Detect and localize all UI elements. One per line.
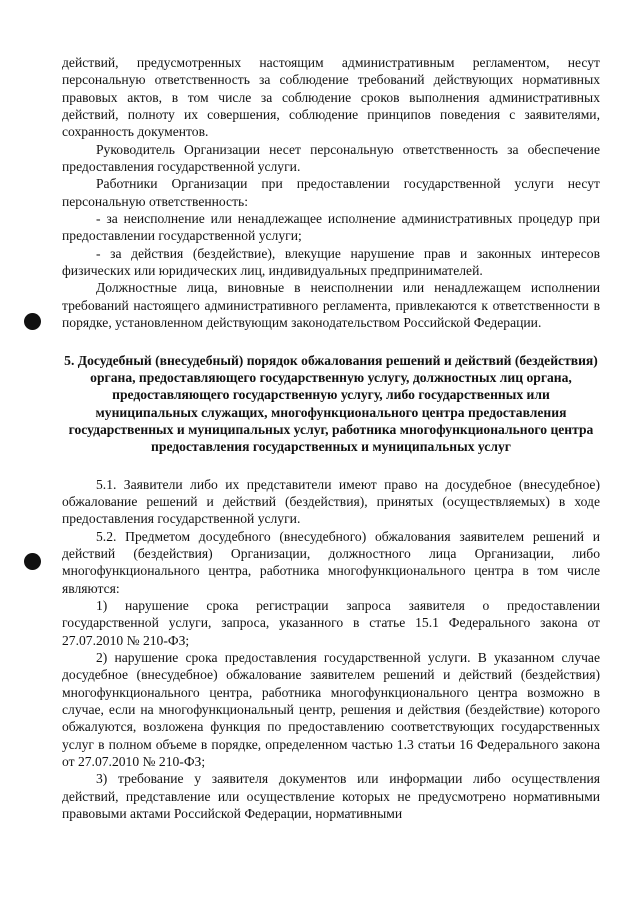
punch-hole-top — [24, 313, 41, 330]
list-item-actions: - за действия (бездействие), влекущие нарушение прав и законных интересов физических или юридических лиц, индивидуальных предпринимателей. — [62, 245, 600, 279]
list-item-2: 2) нарушение срока предоставления государственной услуги. В указанном случае досудебное (внесудебное) обжалование заявителем решений и действий (бездействия) многофункционального центра, работника многофункционального центра возможно в случае, если на многофункциональный центр, решения и действия (бездействие) которого обжалуются, возложена функция по предоставлению соответствующих государственных услуг в полном объеме в порядке, определенном частью 1.3 статьи 16 Федерального закона от 27.07.2010 № 210-ФЗ; — [62, 650, 600, 770]
paragraph-5-1: 5.1. Заявители либо их представители имеют право на досудебное (внесудебное) обжалование решений и действий (бездействия), принятых (осуществляемых) в ходе предоставления государственной услуги. — [62, 476, 600, 527]
paragraph-head-responsibility: Руководитель Организации несет персональную ответственность за обеспечение предоставления государственной услуги. — [62, 141, 600, 175]
list-item-1: 1) нарушение срока регистрации запроса заявителя о предоставлении государственной услуги, запроса, указанного в статье 15.1 Федерального закона от 27.07.2010 № 210-ФЗ; — [62, 597, 600, 648]
paragraph-staff-responsibility: Работники Организации при предоставлении государственной услуги несут персональную ответственность: — [62, 176, 600, 209]
paragraph-5-2: 5.2. Предметом досудебного (внесудебного) обжалования заявителем решений и действий (бездействия) Организации, должностного лица Организации, либо многофункционального центра, работника многофункционального центра в том числе являются: — [62, 528, 600, 596]
section-heading: 5. Досудебный (внесудебный) порядок обжалования решений и действий (бездействия) органа, предоставляющего государственную услугу, должностных лиц органа, предоставляющего государственную услугу, либо государственных или муниципальных служащих, многофункционального центра предоставления государственных и муниципальных услуг, работника многофункционального центра предоставления государственных и муниципальных услуг — [64, 352, 598, 455]
document-page — [62, 54, 600, 822]
list-item-3: 3) требование у заявителя документов или информации либо осуществления действий, представление или осуществление которых не предусмотрено нормативными правовыми актами Российской Федерации, нормативными — [62, 771, 600, 822]
list-item-procedures: - за неисполнение или ненадлежащее исполнение административных процедур при предоставлении государственной услуги; — [62, 211, 600, 244]
paragraph-responsibility-continuation: действий, предусмотренных настоящим административным регламентом, несут персональную ответственность за соблюдение требований действующих нормативных правовых актов, в том числе за соблюдение сроков выполнения административных действий, полноту их совершения, соблюдение принципов поведения с заявителями, сохранность документов. — [62, 55, 600, 140]
punch-hole-bottom — [24, 553, 41, 570]
paragraph-officials-liability: Должностные лица, виновные в неисполнении или ненадлежащем исполнении требований настоящего административного регламента, привлекаются к ответственности в порядке, установленном действующим законодательством Российской Федерации. — [62, 280, 600, 331]
